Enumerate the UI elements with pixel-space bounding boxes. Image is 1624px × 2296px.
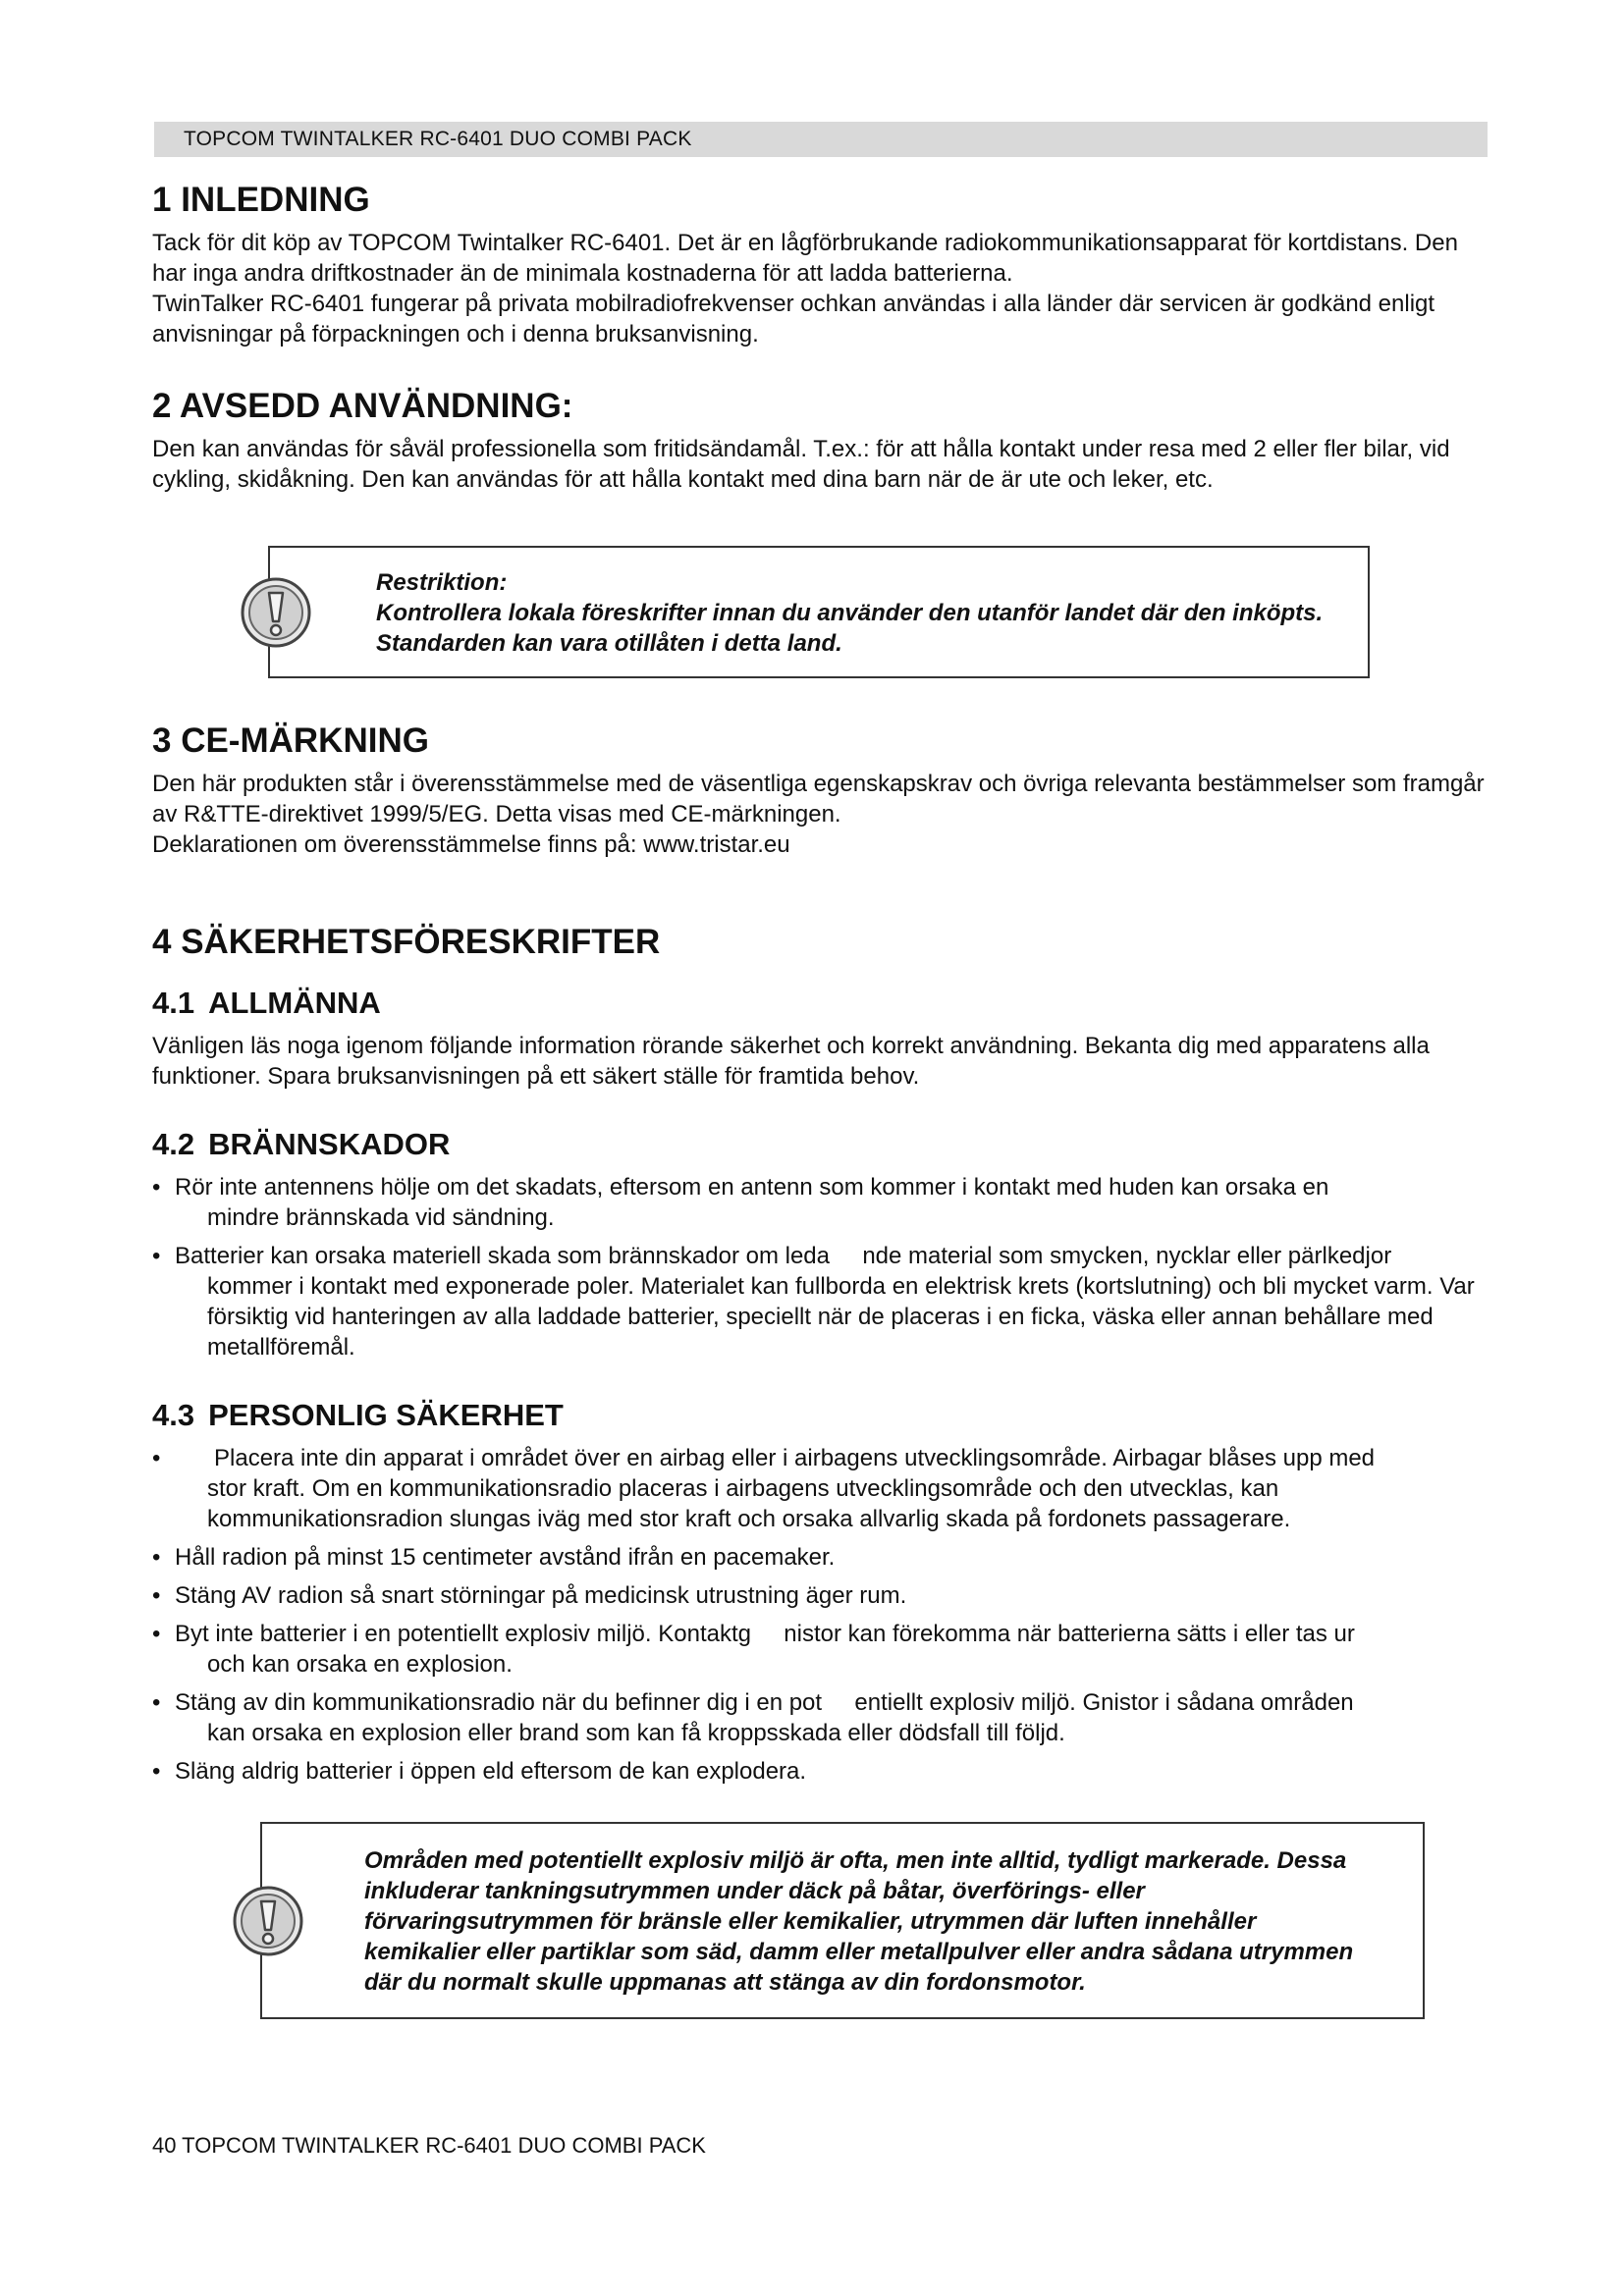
- subsection-title: PERSONLIG SÄKERHET: [208, 1398, 564, 1432]
- list-item: [152, 1756, 1489, 1787]
- section-sakerhetsforeskrifter: [152, 921, 1489, 1787]
- list-item: [152, 1443, 1489, 1534]
- subsection-heading: [152, 1125, 1489, 1164]
- bullet: •: [152, 1582, 161, 1609]
- item-first-line: Stäng AV radion så snart störningar på medicinsk utrustning äger rum.: [175, 1582, 907, 1609]
- bullet: •: [152, 1445, 161, 1471]
- subsection-number: 4.3: [152, 1398, 195, 1432]
- item-first-line: Batterier kan orsaka materiell skada som brännskador om leda nde material som smycken, nycklar eller pärlkedjor: [175, 1243, 1392, 1269]
- notice-text: Kontrollera lokala föreskrifter innan du använder den utanför landet där den inköpts. Standarden kan vara otillåten i detta land.: [376, 600, 1324, 657]
- notice-text: Områden med potentiellt explosiv miljö är ofta, men inte alltid, tydligt markerade. Dessa inkluderar tankningsutrymmen under däck på båtar, överförings- eller förvaringsutrymmen för bränsle eller kemikalier, utrymmen där luften innehåller kemikalier eller partiklar som säd, damm eller metallpulver eller andra sådana utrymmen där du normalt skulle uppmanas att stänga av din fordonsmotor.: [364, 1847, 1354, 1996]
- item-continuation: kommer i kontakt med exponerade poler. Materialet kan fullborda en elektrisk krets (kortslutning) och bli mycket varm. Var försiktig vid hanteringen av alla laddade batterier, speciellt när de placeras i en ficka, väska eller annan behållare med metallföremål.: [207, 1273, 1475, 1361]
- item-continuation: mindre brännskada vid sändning.: [207, 1204, 555, 1231]
- bullet: •: [152, 1758, 161, 1785]
- paragraph: Den här produkten står i överensstämmelse med de väsentliga egenskapskrav och övriga relevanta bestämmelser som framgår av R&TTE-direktivet 1999/5/EG. Detta visas med CE-märkningen.: [152, 771, 1485, 828]
- item-continuation: stor kraft. Om en kommunikationsradio placeras i airbagens utvecklingsområde och den utvecklas, kan kommunikationsradion slungas iväg med stor kraft och orsaka allvarlig skada på fordonets passagerare.: [207, 1475, 1291, 1532]
- notice-title: Restriktion:: [376, 569, 508, 596]
- paragraph: Tack för dit köp av TOPCOM Twintalker RC-6401. Det är en lågförbrukande radiokommunikationsapparat för kortdistans. Den har inga andra driftkostnader än de minimala kostnaderna för att ladda batterierna.: [152, 230, 1458, 287]
- bullet: •: [152, 1174, 161, 1201]
- list-item: [152, 1580, 1489, 1611]
- list-item: [152, 1542, 1489, 1573]
- subsection-title: BRÄNNSKADOR: [208, 1127, 451, 1161]
- list-item: [152, 1687, 1489, 1748]
- item-first-line: Håll radion på minst 15 centimeter avstånd ifrån en pacemaker.: [175, 1544, 836, 1571]
- restriction-notice: [268, 546, 1370, 678]
- section-heading: 3 CE-MÄRKNING: [152, 721, 429, 760]
- subsection-title: ALLMÄNNA: [208, 986, 381, 1020]
- section-heading: 2 AVSEDD ANVÄNDNING:: [152, 387, 573, 425]
- section-avsedd-anvandning: [152, 385, 1489, 495]
- running-header: [154, 122, 1488, 157]
- section-heading: 4 SÄKERHETSFÖRESKRIFTER: [152, 923, 661, 961]
- section-inledning: [152, 179, 1489, 349]
- warning-icon: [231, 1884, 305, 1958]
- section-ce-markning: [152, 720, 1489, 860]
- subsection-personlig-sakerhet: [152, 1396, 1489, 1787]
- page-content: [152, 179, 1489, 2060]
- subsection-heading: [152, 1396, 1489, 1435]
- item-continuation: och kan orsaka en explosion.: [207, 1651, 513, 1678]
- list-item: [152, 1619, 1489, 1680]
- bullet: •: [152, 1621, 161, 1647]
- subsection-brannskador: [152, 1125, 1489, 1362]
- paragraph: Deklarationen om överensstämmelse finns på: www.tristar.eu: [152, 831, 790, 858]
- bullet: •: [152, 1243, 161, 1269]
- item-first-line: Stäng av din kommunikationsradio när du befinner dig i en pot entiellt explosiv miljö. Gnistor i sådana områden: [175, 1689, 1354, 1716]
- list-item: [152, 1172, 1489, 1233]
- bullet: •: [152, 1544, 161, 1571]
- page-footer: 40 TOPCOM TWINTALKER RC-6401 DUO COMBI PACK: [152, 2133, 706, 2158]
- paragraph: TwinTalker RC-6401 fungerar på privata mobilradiofrekvenser ochkan användas i alla länder där servicen är godkänd enligt anvisningar på förpackningen och i denna bruksanvisning.: [152, 291, 1435, 347]
- header-title: TOPCOM TWINTALKER RC-6401 DUO COMBI PACK: [184, 128, 692, 150]
- section-heading: 1 INLEDNING: [152, 181, 370, 219]
- item-first-line: Placera inte din apparat i området över en airbag eller i airbagens utvecklingsområde. Airbagar blåses upp med: [175, 1445, 1376, 1471]
- explosive-environment-notice: [260, 1822, 1425, 2019]
- item-continuation: kan orsaka en explosion eller brand som kan få kroppsskada eller dödsfall till följd.: [207, 1720, 1065, 1746]
- bullet: •: [152, 1689, 161, 1716]
- bullet-list: [152, 1172, 1489, 1362]
- paragraph: Vänligen läs noga igenom följande information rörande säkerhet och korrekt användning. Bekanta dig med apparatens alla funktioner. Spara bruksanvisningen på ett säkert ställe för framtida behov.: [152, 1033, 1430, 1090]
- subsection-number: 4.1: [152, 986, 195, 1020]
- paragraph: Den kan användas för såväl professionella som fritidsändamål. T.ex.: för att hålla kontakt under resa med 2 eller fler bilar, vid cykling, skidåkning. Den kan användas för att hålla kontakt med dina barn när de är ute och leker, etc.: [152, 436, 1450, 493]
- bullet-list: [152, 1443, 1489, 1787]
- item-first-line: Släng aldrig batterier i öppen eld eftersom de kan explodera.: [175, 1758, 807, 1785]
- subsection-heading: [152, 984, 1489, 1023]
- item-first-line: Byt inte batterier i en potentiellt explosiv miljö. Kontaktg nistor kan förekomma när batterierna sätts i eller tas ur: [175, 1621, 1355, 1647]
- subsection-number: 4.2: [152, 1127, 195, 1161]
- item-first-line: Rör inte antennens hölje om det skadats, eftersom en antenn som kommer i kontakt med huden kan orsaka en: [175, 1174, 1329, 1201]
- list-item: [152, 1241, 1489, 1362]
- warning-icon: [239, 575, 313, 650]
- subsection-allmanna: [152, 984, 1489, 1092]
